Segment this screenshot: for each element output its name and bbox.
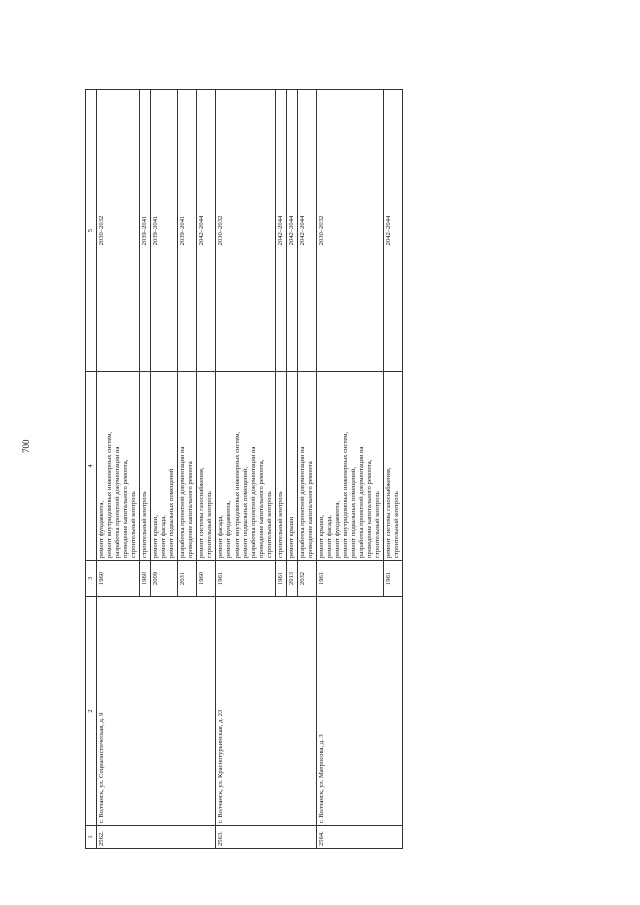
year-cell: 2031 xyxy=(178,561,197,597)
address-cell: г. Волчанск, ул. Социалистическая, д. 9 xyxy=(97,597,216,826)
period-cell: 2042–2044 xyxy=(297,90,316,372)
row-number-cell: 2564. xyxy=(316,826,402,849)
period-cell: 2042–2044 xyxy=(384,90,403,372)
header-row xyxy=(86,90,97,849)
year-cell: 2032 xyxy=(297,561,316,597)
work-type-line: ремонт фасада, xyxy=(160,515,168,558)
work-types-cell xyxy=(216,372,275,561)
work-type-line: строительный контроль xyxy=(374,491,381,558)
table-row xyxy=(216,90,275,849)
address-cell: г. Волчанск, ул. Матросова, д. 3 xyxy=(316,597,402,826)
row-number-cell: 2563. xyxy=(216,826,316,849)
period-cell: 2039–2041 xyxy=(140,90,151,372)
work-type-line: ремонт фундамента, xyxy=(225,500,233,558)
work-type-line: строительный контроль xyxy=(393,491,401,558)
work-type-line: строительный контроль xyxy=(130,491,138,558)
work-type-line: ремонт крыши xyxy=(287,516,295,558)
work-type-line: ремонт подвальных помещений, xyxy=(349,467,357,558)
work-type-line: разработка проектной документации на xyxy=(179,446,187,558)
work-type-line: проведение капитального ремонта xyxy=(306,461,314,558)
period-cell: 2039–2041 xyxy=(151,90,178,372)
table-body xyxy=(97,90,403,849)
period-cell: 2039–2041 xyxy=(178,90,197,372)
year-cell: 1961 xyxy=(316,561,383,597)
table-row xyxy=(316,90,383,849)
header-col-4: 4 xyxy=(86,372,97,561)
work-type-line: проведение капитального ремонта, xyxy=(365,459,373,558)
work-types-cell xyxy=(297,372,316,561)
period-cell: 2030–2032 xyxy=(97,90,140,372)
work-type-line: ремонт внутридомовых инженерных систем, xyxy=(106,431,114,558)
work-types-cell xyxy=(140,372,151,561)
work-type-line: разработка проектной документации на xyxy=(298,446,306,558)
work-types-cell xyxy=(151,372,178,561)
work-types-cell xyxy=(275,372,286,561)
work-type-line: ремонт подвальных помещений, xyxy=(241,467,249,558)
year-cell: 1960 xyxy=(140,561,151,597)
repair-schedule-table xyxy=(85,89,403,849)
header-col-1: 1 xyxy=(86,826,97,849)
period-cell: 2042–2044 xyxy=(275,90,286,372)
address-cell: г. Волчанск, ул. Краснотурьинская, д. 23 xyxy=(216,597,316,826)
work-type-line: разработка проектной документации на xyxy=(357,446,365,558)
work-type-line: строительный контроль xyxy=(141,491,149,558)
period-cell: 2042–2044 xyxy=(197,90,216,372)
work-type-line: ремонт крыши, xyxy=(317,515,325,558)
work-type-line: разработка проектной документации на xyxy=(249,446,257,558)
work-type-line: ремонт подвальных помещений xyxy=(168,468,176,558)
rotated-table-container xyxy=(85,89,517,849)
work-types-cell xyxy=(178,372,197,561)
period-cell: 2030–2032 xyxy=(316,90,383,372)
work-types-cell xyxy=(316,372,383,561)
year-cell: 1961 xyxy=(275,561,286,597)
year-cell: 1961 xyxy=(384,561,403,597)
work-type-line: ремонт крыши, xyxy=(152,515,160,558)
header-col-5: 5 xyxy=(86,90,97,372)
work-type-line: строительный контроль xyxy=(276,491,284,558)
work-type-line: ремонт системы газоснабжения, xyxy=(198,467,206,558)
table-row xyxy=(97,90,140,849)
work-type-line: ремонт фундамента, xyxy=(98,500,106,558)
period-cell: 2030–2032 xyxy=(216,90,275,372)
period-cell: 2042–2044 xyxy=(286,90,297,372)
year-cell: 2013 xyxy=(286,561,297,597)
work-type-line: разработка проектной документации на xyxy=(114,446,122,558)
header-col-3: 3 xyxy=(86,561,97,597)
year-cell: 1961 xyxy=(216,561,275,597)
work-type-line: ремонт фасада, xyxy=(217,515,225,558)
work-type-line: ремонт системы газоснабжения, xyxy=(385,467,393,558)
work-type-line: строительный контроль xyxy=(265,491,273,558)
row-number-cell: 2562. xyxy=(97,826,216,849)
work-type-line: ремонт внутридомовых инженерных систем, xyxy=(233,431,241,558)
work-type-line: проведение капитального ремонта, xyxy=(122,459,130,558)
work-type-line: ремонт фундамента, xyxy=(333,500,341,558)
work-type-line: проведение капитального ремонта xyxy=(187,461,195,558)
year-cell: 1960 xyxy=(197,561,216,597)
work-types-cell xyxy=(286,372,297,561)
work-types-cell xyxy=(97,372,140,561)
work-type-line: ремонт внутридомовых инженерных систем, xyxy=(341,431,349,558)
year-cell: 1960 xyxy=(97,561,140,597)
header-col-2: 2 xyxy=(86,597,97,826)
page-number: 700 xyxy=(21,439,31,453)
work-type-line: ремонт фасада, xyxy=(325,515,333,558)
work-type-line: строительный контроль xyxy=(206,491,214,558)
work-type-line: проведение капитального ремонта, xyxy=(257,459,265,558)
work-types-cell xyxy=(384,372,403,561)
year-cell: 2009 xyxy=(151,561,178,597)
work-types-cell xyxy=(197,372,216,561)
